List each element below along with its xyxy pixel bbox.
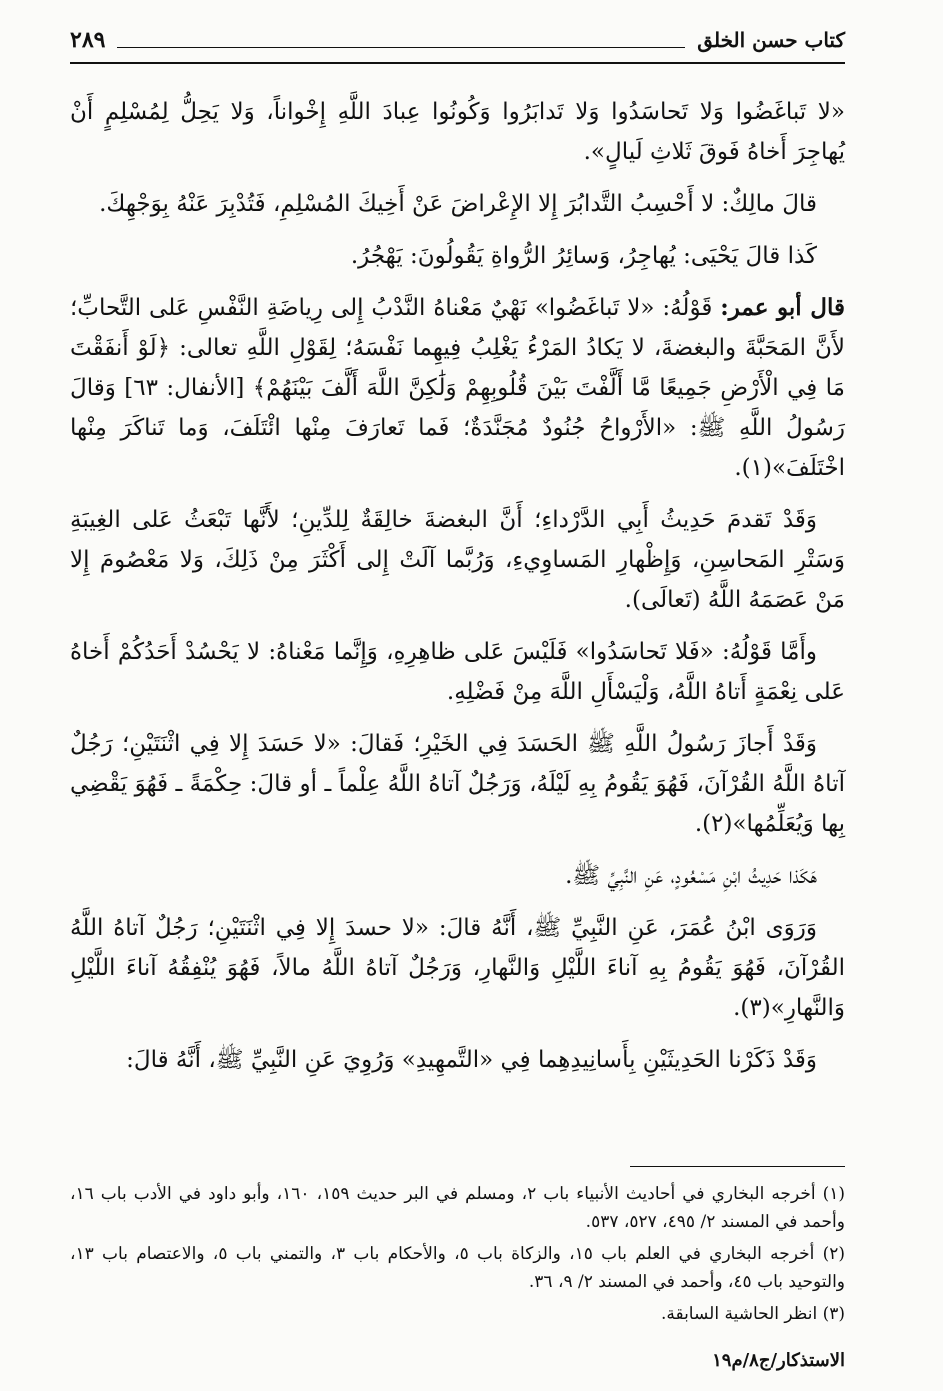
signature-mark: الاستذكار/ج٨/م١٩ — [712, 1350, 845, 1371]
paragraph-ibn-umar: وَرَوَى ابْنُ عُمَرَ، عَنِ النَّبِيِّ ﷺ، أَنَّهُ قالَ: «لا حسدَ إِلا فِي اثْنَتَيْنِ؛ رَجُلٌ آتاهُ اللَّهُ القُرْآنَ، فَهُوَ يَقُومُ بِهِ آناءَ اللَّيْلِ وَالنَّهارِ، وَرَجُلٌ آتاهُ اللَّهُ مالاً، فَهُوَ يُنْفِقُهُ آناءَ اللَّيْلِ وَالنَّهارِ»(٣). — [70, 915, 845, 1021]
footnotes — [70, 1180, 845, 1332]
footnote-1: (١) أخرجه البخاري في أحاديث الأنبياء باب ٢، ومسلم في البر حديث ١٥٩، ١٦٠، وأبو داود في الأدب باب ١٦، وأحمد في المسند ٢/ ٤٩٥، ٥٢٧، ٥٣٧. — [70, 1184, 845, 1232]
page-number: ٢٨٩ — [70, 27, 106, 53]
paragraph-abu-umar — [70, 288, 845, 488]
header-rule — [70, 62, 845, 64]
paragraph-yahya: كَذا قالَ يَحْيَى: يُهاجِرُ، وَسائِرُ الرُّواةِ يَقُولُونَ: يَهْجُرُ. — [350, 243, 817, 269]
footnote-3: (٣) انظر الحاشية السابقة. — [660, 1304, 845, 1324]
paragraph-hasad: وأَمَّا قَوْلُهُ: «فَلا تَحاسَدُوا» فَلَيْسَ عَلى ظاهِرِهِ، وَإِنَّما مَعْناهُ: لا يَحْسُدْ أَحَدُكُمْ أَخاهُ عَلى نِعْمَةٍ أَتاهُ اللَّهُ، وَلْيَسْأَلِ اللَّهَ مِنْ فَضْلِهِ. — [70, 639, 845, 705]
footnote-2: (٢) أخرجه البخاري في العلم باب ١٥، والزكاة باب ٥، والأحكام باب ٣، والتمني باب ٥، والاعتصام باب ١٣، والتوحيد باب ٤٥، وأحمد في المسند ٢/ ٩، ٣٦. — [70, 1244, 846, 1292]
abu-umar-lead: قال أبو عمر: — [720, 294, 846, 321]
running-header — [70, 22, 845, 58]
header-leader-line — [117, 33, 685, 48]
main-text — [70, 92, 845, 1092]
paragraph-hadith: «لا تَباغَضُوا وَلا تَحاسَدُوا وَلا تَدابَرُوا وَكُونُوا عِبادَ اللَّهِ إِخْواناً، وَلا يَحِلُّ لِمُسْلِمٍ أَنْ يُهاجِرَ أَخاهُ فَوقَ ثَلاثِ لَيالٍ». — [70, 99, 845, 165]
paragraph-abu-darda: وَقَدْ تَقدمَ حَدِيثُ أَبِي الدَّرْداءِ؛ أَنَّ البغضةَ خالِقَةٌ لِلدِّينِ؛ لأَنَّها تَبْعَثُ عَلى الغِيبَةِ وَسَتْرِ المَحاسِنِ، وَإِظْهارِ المَساوِيءِ، وَرُبَّما آلَتْ إِلى أَكْثَرَ مِنْ ذَلِكَ، وَلا مَعْصُومَ إِلا مَنْ عَصَمَهُ اللَّهُ (تَعالَى). — [70, 507, 845, 613]
abu-umar-text: قَوْلُهُ: «لا تَباغَضُوا» نَهْيٌ مَعْناهُ النَّدْبُ إِلى رِياضَةِ النَّفْسِ عَلى التَّحابِّ؛ لأَنَّ المَحَبَّةَ والبغضةَ، لا يَكادُ المَرْءُ يَغْلِبُ فِيهِما نَفْسَهُ؛ لِقَوْلِ اللَّهِ تعالى: ﴿لَوْ أَنفَقْتَ مَا فِي الْأَرْضِ جَمِيعًا مَّا أَلَّفْتَ بَيْنَ قُلُوبِهِمْ وَلَٰكِنَّ اللَّهَ أَلَّفَ بَيْنَهُمْ﴾ [الأنفال: ٦٣] وَقالَ رَسُولُ اللَّهِ ﷺ: «الأَرْواحُ جُنُودٌ مُجَنَّدَةٌ؛ فَما تَعارَفَ مِنْها ائْتَلَفَ، وَما تَناكَرَ مِنْها اخْتَلَفَ»(١). — [70, 295, 846, 481]
paragraph-ithnatayn: وَقَدْ أَجازَ رَسُولُ اللَّهِ ﷺ الحَسَدَ فِي الخَيْرِ؛ فَقالَ: «لا حَسَدَ إِلا فِي اثْنَتَيْنِ؛ رَجُلٌ آتاهُ اللَّهُ القُرْآنَ، فَهُوَ يَقُومُ بِهِ لَيْلَهُ، وَرَجُلٌ آتاهُ اللَّهُ عِلْماً ـ أو قالَ: حِكْمَةً ـ فَهُوَ يَقْضِي بِها وَيُعَلِّمُها»(٢). — [70, 731, 845, 837]
paragraph-ibn-masud: هَكَذا حَدِيثُ ابْنِ مَسْعُودٍ، عَنِ النَّبِيِّ ﷺ. — [565, 863, 817, 889]
paragraph-tamhid: وَقَدْ ذَكَرْنا الحَدِيثَيْنِ بِأَسانِيدِهِما فِي «التَّمهِيدِ» وَرُوِيَ عَنِ النَّبِيِّ ﷺ، أَنَّهُ قالَ: — [126, 1047, 817, 1073]
chapter-title: كتاب حسن الخلق — [697, 28, 845, 52]
footnote-separator — [630, 1166, 845, 1167]
paragraph-malik: قالَ مالِكٌ: لا أَحْسِبُ التَّدابُرَ إِلا الإِعْراضَ عَنْ أَخِيكَ المُسْلِمِ، فَتُدْبِرَ عَنْهُ بِوَجْهِكَ. — [99, 191, 817, 217]
